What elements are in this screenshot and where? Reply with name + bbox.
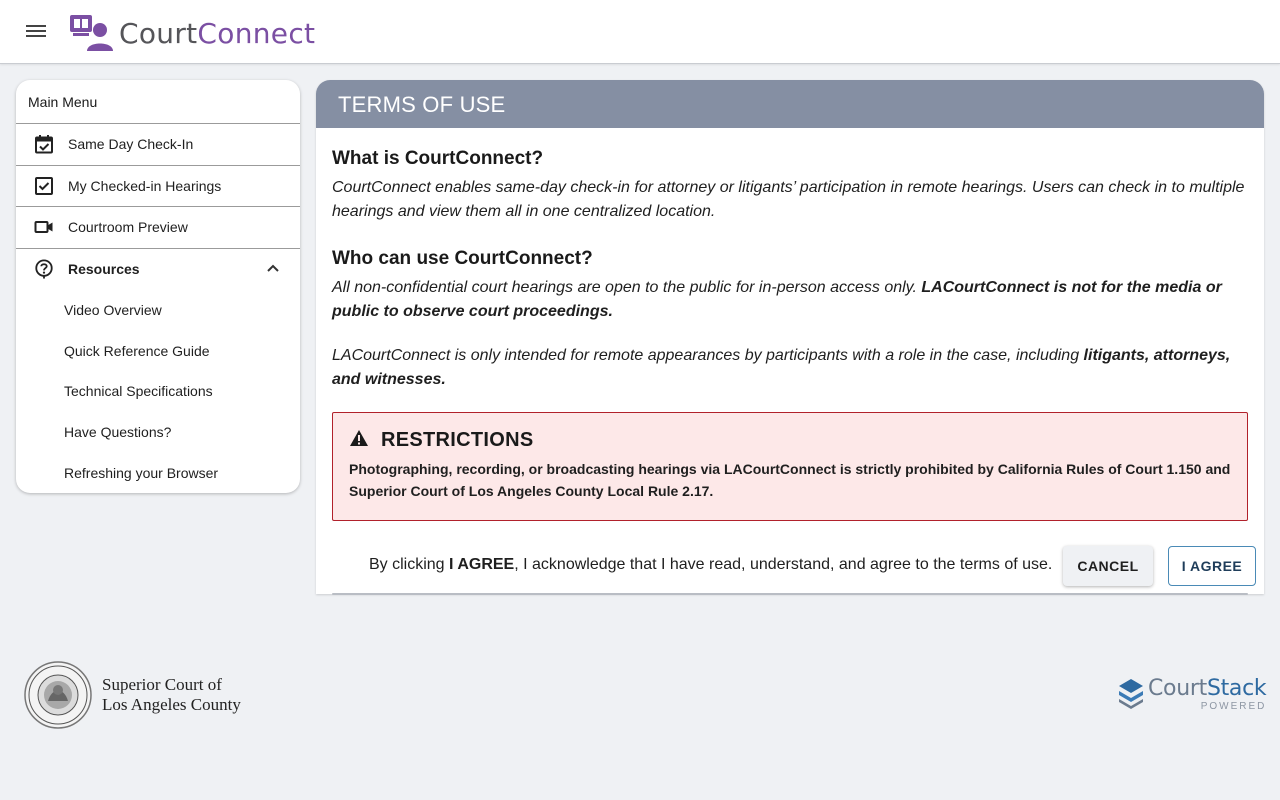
sidebar-item-label: My Checked-in Hearings xyxy=(68,177,222,194)
restrictions-text: Photographing, recording, or broadcasting hearings via LACourtConnect is strictly prohibited by California Rules of Court 1.150 and Superior Court of Los Angeles County Local Rule 2.17. xyxy=(349,461,1231,499)
sidebar-item-checked-in-hearings[interactable] xyxy=(16,166,300,208)
agreement-prefix: By clicking xyxy=(369,556,450,573)
video-camera-icon xyxy=(34,217,54,237)
sidebar-item-resources[interactable] xyxy=(16,249,300,291)
answer-intended-use xyxy=(332,344,1248,392)
cancel-button[interactable]: CANCEL xyxy=(1063,546,1153,586)
question-who-can-use: Who can use CourtConnect? xyxy=(332,248,593,269)
courtstack-logo xyxy=(1118,678,1266,712)
court-name xyxy=(102,675,241,715)
sidebar-item-courtroom-preview[interactable] xyxy=(16,207,300,249)
app-header xyxy=(0,0,1280,64)
answer-who-can-use xyxy=(332,276,1248,324)
sidebar-item-label: Courtroom Preview xyxy=(68,219,188,236)
agreement-bold: I AGREE xyxy=(449,556,515,573)
courtstack-layers-icon xyxy=(1118,678,1144,710)
checkbox-icon xyxy=(34,176,54,196)
sidebar-item-same-day-check-in[interactable] xyxy=(16,124,300,166)
sidebar-subitem-technical-specifications[interactable]: Technical Specifications xyxy=(64,383,213,400)
restrictions-header xyxy=(349,429,1231,452)
court-name-line1: Superior Court of xyxy=(102,675,222,694)
courtconnect-logo-icon xyxy=(69,14,115,52)
courtstack-court: Court xyxy=(1148,676,1207,701)
help-circle-icon xyxy=(34,259,54,279)
answer-what-is: CourtConnect enables same-day check-in for attorney or litigants’ participation in remote hearings. Users can check in to multiple hearings and view them all in one centralized location. xyxy=(332,179,1245,220)
logo-text-court: Court xyxy=(119,16,198,50)
terms-title: TERMS OF USE xyxy=(316,80,1264,128)
courtstack-name xyxy=(1148,678,1266,700)
calendar-check-icon xyxy=(34,134,54,154)
menu-icon[interactable] xyxy=(24,22,48,42)
court-name-line2: Los Angeles County xyxy=(102,695,241,714)
answer-intended-bold: litigants, attorneys, and witnesses. xyxy=(332,347,1231,388)
sidebar-subitem-refreshing-browser[interactable]: Refreshing your Browser xyxy=(64,464,219,481)
courtconnect-logo[interactable] xyxy=(69,13,315,53)
card-divider xyxy=(332,593,1248,595)
terms-card xyxy=(316,80,1264,594)
sidebar-item-label: Resources xyxy=(68,261,140,278)
logo-text-connect: Connect xyxy=(197,16,316,50)
sidebar-subitem-quick-reference-guide[interactable]: Quick Reference Guide xyxy=(64,342,210,359)
question-what-is: What is CourtConnect? xyxy=(332,148,544,169)
chevron-up-icon[interactable] xyxy=(266,261,280,275)
sidebar-subitem-video-overview[interactable]: Video Overview xyxy=(64,302,162,319)
restrictions-title: RESTRICTIONS xyxy=(381,429,534,451)
agreement-text xyxy=(369,556,1052,574)
logo-text xyxy=(119,17,315,50)
answer-intended-plain: LACourtConnect is only intended for remote appearances by participants with a role in the case, including xyxy=(332,347,1084,364)
sidebar xyxy=(16,80,300,493)
courtstack-stack: Stack xyxy=(1206,676,1267,701)
sidebar-subitem-have-questions[interactable]: Have Questions? xyxy=(64,424,172,441)
answer-who-bold: LACourtConnect is not for the media or public to observe court proceedings. xyxy=(332,279,1222,320)
sidebar-title: Main Menu xyxy=(16,80,300,124)
courtstack-text xyxy=(1148,678,1266,712)
warning-icon xyxy=(349,429,369,447)
court-seal-logo xyxy=(24,661,92,729)
answer-who-plain: All non-confidential court hearings are open to the public for in-person access only. xyxy=(332,279,922,296)
sidebar-item-label: Same Day Check-In xyxy=(68,136,194,153)
terms-body xyxy=(316,128,1264,521)
agree-button[interactable]: I AGREE xyxy=(1168,546,1256,586)
courtstack-powered: POWERED xyxy=(1200,701,1267,712)
restrictions-box xyxy=(332,412,1248,521)
agreement-row xyxy=(316,546,1264,586)
agreement-suffix: , I acknowledge that I have read, understand, and agree to the terms of use. xyxy=(514,556,1053,573)
